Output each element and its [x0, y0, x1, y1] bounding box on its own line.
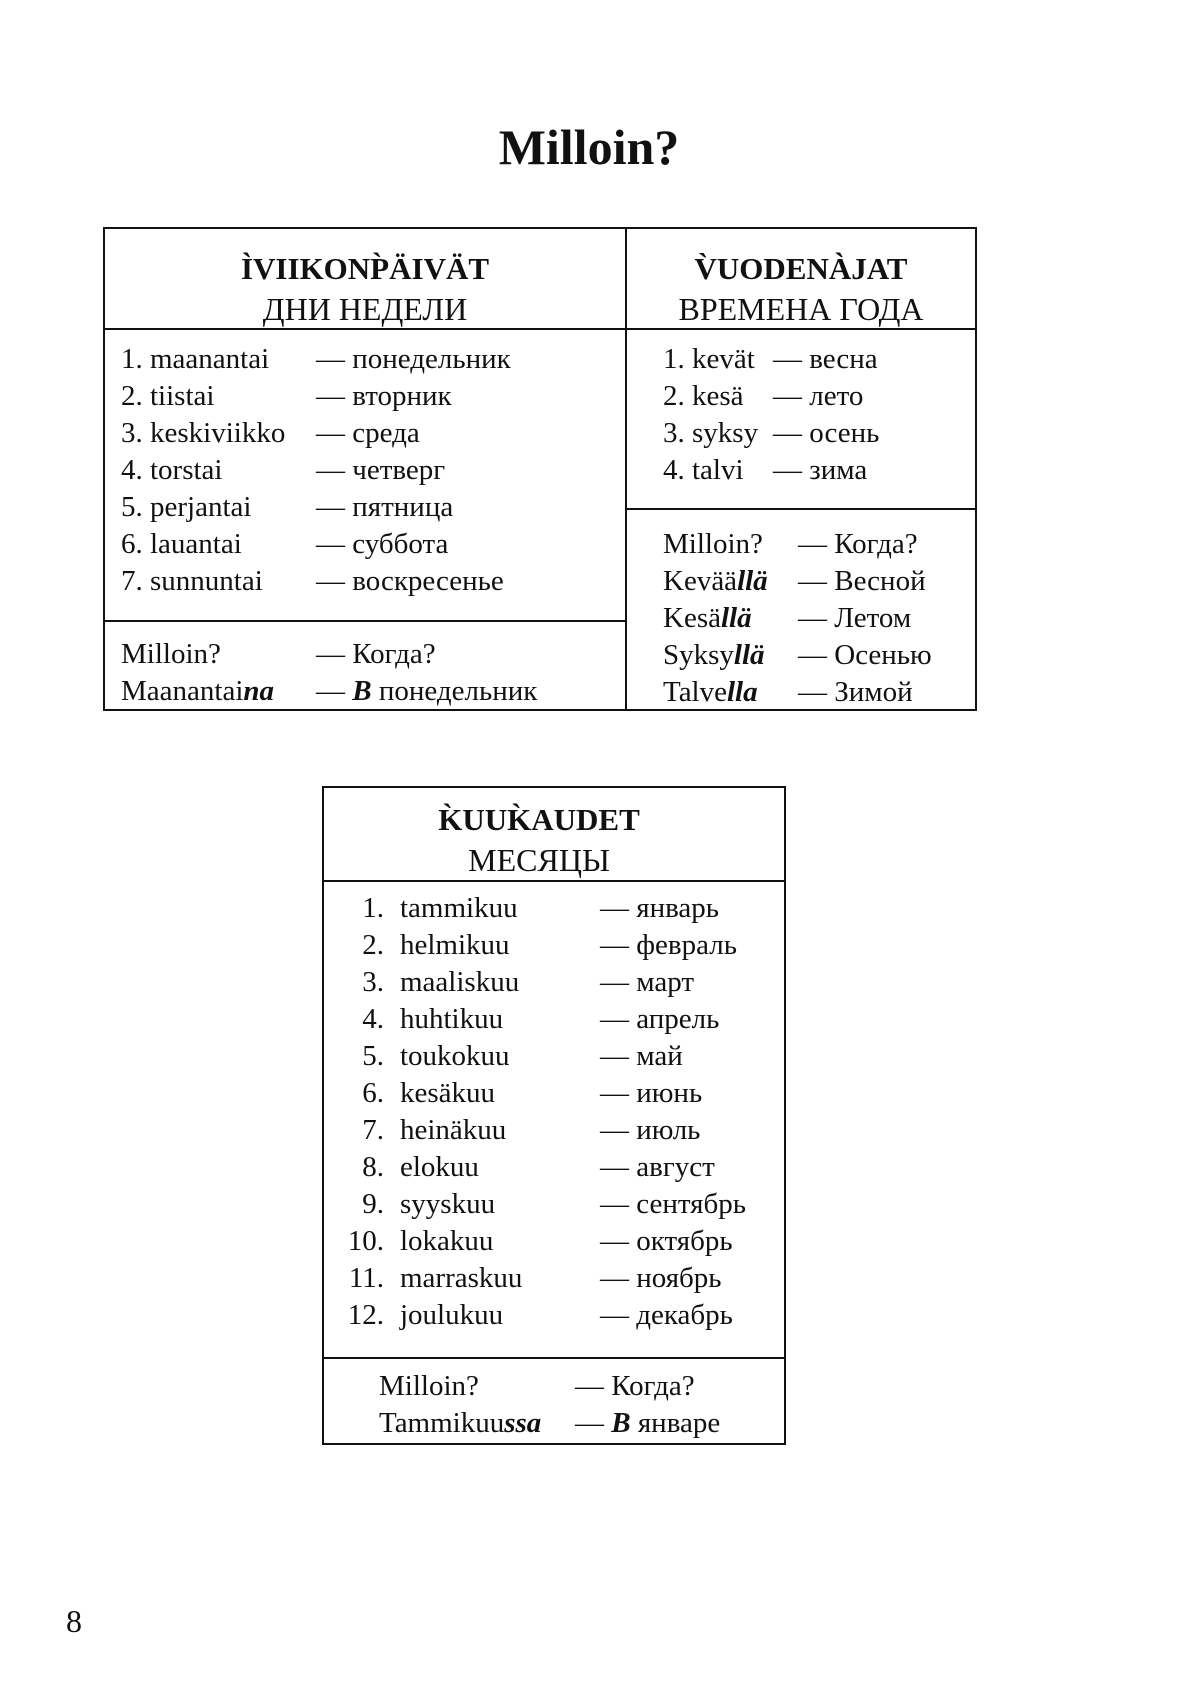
example-stem: Tammikuu — [379, 1407, 505, 1439]
example-ru: — Летом — [798, 602, 912, 634]
day-ru: — вторник — [316, 380, 452, 412]
example-ending: llä — [720, 602, 752, 634]
example-ru — [575, 1403, 720, 1443]
seasons-header-fi: V̀UODENÀJAT — [694, 251, 908, 286]
season-fi: 4. talvi — [663, 454, 744, 486]
example-fi — [379, 1403, 541, 1443]
month-ru: — август — [600, 1151, 715, 1183]
month-fi: kesäkuu — [400, 1077, 496, 1109]
season-ru: — весна — [773, 343, 878, 375]
month-ru: — сентябрь — [600, 1188, 746, 1220]
seasons-header-ru: ВРЕМЕНА ГОДА — [678, 291, 924, 327]
example-ru: — Осенью — [798, 639, 932, 671]
months-table — [322, 786, 786, 1445]
example-ending: lla — [727, 676, 758, 708]
month-number: 5. — [362, 1040, 384, 1072]
month-ru: — ноябрь — [600, 1262, 722, 1294]
example-ending: ssa — [504, 1407, 542, 1439]
month-fi: maaliskuu — [400, 966, 520, 998]
example-dash: — — [575, 1407, 604, 1439]
month-number: 2. — [362, 929, 384, 961]
month-fi: heinäkuu — [400, 1114, 507, 1146]
example-ru: — Весной — [798, 565, 926, 597]
month-number: 11. — [348, 1262, 384, 1294]
season-ru: — зима — [773, 454, 868, 486]
month-number: 3. — [362, 966, 384, 998]
example-stem: Kesä — [663, 602, 721, 634]
example-ru — [316, 671, 537, 711]
example-prep: В — [352, 675, 372, 707]
days-header-fi: ÌVIIKONP̀ÄIVÄT — [240, 251, 490, 286]
day-fi: 4. torstai — [121, 454, 223, 486]
seasons-header — [627, 249, 975, 329]
day-fi: 1. maanantai — [121, 343, 270, 375]
month-number: 8. — [362, 1151, 384, 1183]
day-fi: 6. lauantai — [121, 528, 242, 560]
example-fi — [663, 598, 752, 638]
month-number: 12. — [347, 1299, 384, 1331]
month-ru: — февраль — [600, 929, 737, 961]
month-ru: — апрель — [600, 1003, 720, 1035]
question-ru: — Когда? — [575, 1370, 695, 1402]
days-header — [105, 249, 625, 329]
month-ru: — июнь — [600, 1077, 703, 1109]
month-number: 7. — [362, 1114, 384, 1146]
question-fi: Milloin? — [379, 1370, 479, 1402]
season-ru: — лето — [773, 380, 864, 412]
day-ru: — четверг — [316, 454, 446, 486]
page-title: Milloin? — [498, 119, 680, 175]
example-ending: llä — [733, 639, 765, 671]
season-ru: — осень — [773, 417, 880, 449]
month-fi: huhtikuu — [400, 1003, 504, 1035]
month-number: 10. — [347, 1225, 384, 1257]
example-stem: Maanantai — [121, 675, 244, 707]
example-ending: na — [243, 675, 275, 707]
example-fi — [663, 561, 768, 601]
divider — [105, 620, 625, 622]
question-ru: — Когда? — [798, 528, 918, 560]
season-fi: 2. kesä — [663, 380, 744, 412]
example-prep: В — [611, 1407, 631, 1439]
divider — [324, 880, 784, 882]
example-fi — [121, 671, 274, 711]
month-fi: toukokuu — [400, 1040, 510, 1072]
months-header-ru: МЕСЯЦЫ — [468, 842, 610, 878]
day-ru: — воскресенье — [316, 565, 504, 597]
example-word: понедельник — [378, 675, 538, 707]
month-ru: — январь — [600, 892, 720, 924]
page-number: 8 — [66, 1603, 82, 1639]
season-fi: 1. kevät — [663, 343, 755, 375]
example-stem: Talve — [663, 676, 727, 708]
day-fi: 5. perjantai — [121, 491, 252, 523]
month-fi: tammikuu — [400, 892, 518, 924]
months-header-fi: K̀UUK̀AUDET — [438, 802, 640, 837]
month-ru: — декабрь — [600, 1299, 733, 1331]
divider — [324, 1357, 784, 1359]
month-number: 9. — [362, 1188, 384, 1220]
example-ru: — Зимой — [798, 676, 913, 708]
month-ru: — март — [600, 966, 695, 998]
divider — [627, 508, 975, 510]
month-fi: lokakuu — [400, 1225, 494, 1257]
example-dash: — — [316, 675, 345, 707]
months-header — [324, 800, 784, 880]
days-header-ru: ДНИ НЕДЕЛИ — [262, 291, 468, 327]
example-ending: llä — [737, 565, 768, 597]
day-ru: — понедельник — [316, 343, 511, 375]
example-word: январе — [637, 1407, 721, 1439]
day-fi: 3. keskiviikko — [121, 417, 286, 449]
day-fi: 2. tiistai — [121, 380, 215, 412]
month-number: 6. — [362, 1077, 384, 1109]
day-ru: — среда — [316, 417, 420, 449]
example-stem: Kevää — [663, 565, 738, 597]
day-ru: — суббота — [316, 528, 449, 560]
divider — [627, 328, 975, 330]
month-number: 4. — [362, 1003, 384, 1035]
day-fi: 7. sunnuntai — [121, 565, 263, 597]
days-of-week-table — [103, 227, 627, 711]
month-ru: — май — [600, 1040, 683, 1072]
month-fi: helmikuu — [400, 929, 510, 961]
example-fi — [663, 635, 765, 675]
month-fi: syyskuu — [400, 1188, 496, 1220]
month-ru: — октябрь — [600, 1225, 733, 1257]
question-ru: — Когда? — [316, 638, 436, 670]
example-fi — [663, 672, 758, 712]
month-number: 1. — [362, 892, 384, 924]
month-fi: elokuu — [400, 1151, 479, 1183]
question-fi: Milloin? — [121, 638, 221, 670]
seasons-table — [625, 227, 977, 711]
month-fi: marraskuu — [400, 1262, 523, 1294]
question-fi: Milloin? — [663, 528, 763, 560]
day-ru: — пятница — [316, 491, 454, 523]
divider — [105, 328, 625, 330]
month-ru: — июль — [600, 1114, 701, 1146]
example-stem: Syksy — [663, 639, 734, 671]
month-fi: joulukuu — [400, 1299, 504, 1331]
season-fi: 3. syksy — [663, 417, 759, 449]
